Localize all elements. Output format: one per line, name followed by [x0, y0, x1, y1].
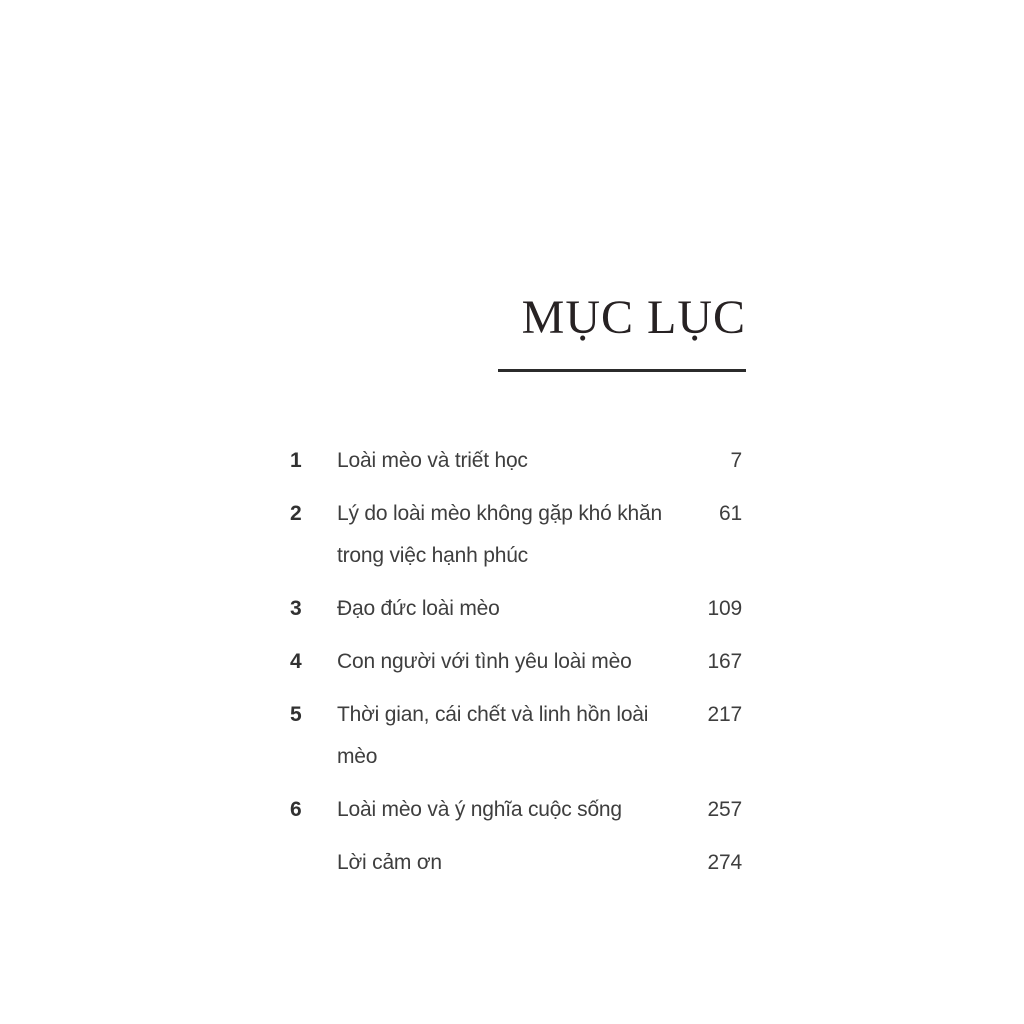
- chapter-page-number: 257: [707, 798, 742, 821]
- chapter-title: Lý do loài mèo không gặp khó khăn trong việc hạnh phúc: [337, 502, 662, 567]
- chapter-number: 6: [290, 798, 302, 821]
- chapter-number: 4: [290, 650, 302, 673]
- chapter-page-number: 167: [707, 650, 742, 673]
- toc-entry: [290, 694, 742, 778]
- toc-entry: [290, 789, 742, 831]
- toc-entry: [290, 588, 742, 630]
- toc-header: [326, 290, 746, 377]
- chapter-page-number: 274: [707, 851, 742, 874]
- chapter-number: 2: [290, 502, 302, 525]
- chapter-title: Lời cảm ơn: [337, 851, 442, 874]
- chapter-title: Loài mèo và ý nghĩa cuộc sống: [337, 798, 622, 821]
- toc-entry: [290, 440, 742, 482]
- chapter-number: 5: [290, 703, 302, 726]
- toc-entry: [290, 842, 742, 884]
- toc-entry: [290, 641, 742, 683]
- chapter-title: Thời gian, cái chết và linh hồn loài mèo: [337, 703, 649, 768]
- chapter-page-number: 7: [730, 449, 742, 472]
- chapter-page-number: 109: [707, 597, 742, 620]
- toc-list: [290, 440, 742, 884]
- chapter-number: 3: [290, 597, 302, 620]
- page-title: MỤC LỤC: [521, 291, 746, 344]
- chapter-page-number: 217: [707, 703, 742, 726]
- chapter-title: Con người với tình yêu loài mèo: [337, 650, 632, 673]
- title-underline-rule: [498, 369, 746, 372]
- chapter-page-number: 61: [719, 502, 742, 525]
- chapter-title: Loài mèo và triết học: [337, 449, 528, 472]
- chapter-number: 1: [290, 449, 302, 472]
- chapter-title: Đạo đức loài mèo: [337, 597, 500, 620]
- toc-entry: [290, 493, 742, 577]
